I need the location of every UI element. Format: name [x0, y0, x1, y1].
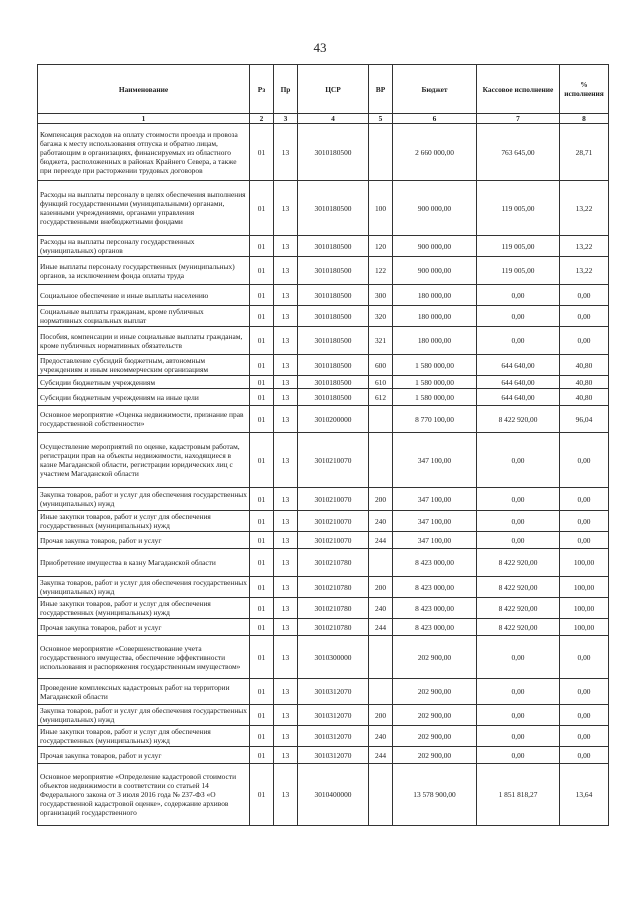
cell-vr: 300 — [369, 285, 393, 306]
cell-budget: 202 900,00 — [393, 747, 477, 764]
cell-rz: 01 — [250, 488, 274, 511]
cell-pct: 40,80 — [560, 389, 609, 406]
cell-name: Субсидии бюджетным учреждениям на иные цели — [38, 389, 250, 406]
cell-pct: 13,22 — [560, 257, 609, 285]
cell-name: Основное мероприятие «Определение кадастровой стоимости объектов недвижимости в соответствии со статьей 14 Федерального закона от 3 июля 2016 года № 237-ФЗ «О государственной кадастровой оценке», содержание архивов организаций государственного — [38, 764, 250, 826]
cell-csr: 3010180500 — [298, 257, 369, 285]
cell-csr: 3010180500 — [298, 124, 369, 181]
cell-name: Основное мероприятие «Совершенствование учета государственного имущества, обеспечение эффективности использования и распоряжения государственным имуществом» — [38, 636, 250, 679]
cell-vr: 200 — [369, 705, 393, 726]
cell-budget: 2 660 000,00 — [393, 124, 477, 181]
cell-name: Иные закупки товаров, работ и услуг для обеспечения государственных (муниципальных) нужд — [38, 511, 250, 532]
table-row — [38, 257, 609, 285]
cell-cash: 0,00 — [477, 433, 560, 488]
cell-rz: 01 — [250, 636, 274, 679]
cell-budget: 8 423 000,00 — [393, 619, 477, 636]
cell-vr: 244 — [369, 747, 393, 764]
column-number-row — [38, 114, 609, 124]
cell-csr: 3010180500 — [298, 355, 369, 376]
cell-budget: 347 100,00 — [393, 511, 477, 532]
cell-budget: 8 770 100,00 — [393, 406, 477, 433]
cell-csr: 3010180500 — [298, 306, 369, 327]
cell-rz: 01 — [250, 511, 274, 532]
cell-budget: 347 100,00 — [393, 532, 477, 549]
cell-rz: 01 — [250, 327, 274, 355]
cell-vr — [369, 679, 393, 705]
cell-csr: 3010180500 — [298, 389, 369, 406]
table-row — [38, 181, 609, 236]
cell-name: Прочая закупка товаров, работ и услуг — [38, 747, 250, 764]
cell-rz: 01 — [250, 306, 274, 327]
cell-rz: 01 — [250, 726, 274, 747]
table-row — [38, 619, 609, 636]
cell-name: Прочая закупка товаров, работ и услуг — [38, 532, 250, 549]
cell-pr: 13 — [274, 327, 298, 355]
cell-name: Основное мероприятие «Оценка недвижимости, признание прав государственной собственности» — [38, 406, 250, 433]
cell-vr: 200 — [369, 577, 393, 598]
cell-budget: 8 423 000,00 — [393, 549, 477, 577]
cell-csr: 3010210780 — [298, 619, 369, 636]
table-row — [38, 577, 609, 598]
cell-pr: 13 — [274, 679, 298, 705]
cell-rz: 01 — [250, 679, 274, 705]
cell-rz: 01 — [250, 433, 274, 488]
table-row — [38, 636, 609, 679]
table-row — [38, 389, 609, 406]
cell-name: Субсидии бюджетным учреждениям — [38, 376, 250, 389]
cell-pct: 96,04 — [560, 406, 609, 433]
cell-csr: 3010210780 — [298, 577, 369, 598]
cell-csr: 3010180500 — [298, 236, 369, 257]
cell-csr: 3010180500 — [298, 327, 369, 355]
cell-vr — [369, 433, 393, 488]
cell-budget: 180 000,00 — [393, 285, 477, 306]
cell-csr: 3010210780 — [298, 598, 369, 619]
cell-rz: 01 — [250, 747, 274, 764]
cell-rz: 01 — [250, 236, 274, 257]
cell-pr: 13 — [274, 511, 298, 532]
cell-rz: 01 — [250, 764, 274, 826]
table-row — [38, 355, 609, 376]
cell-cash: 8 422 920,00 — [477, 598, 560, 619]
cell-vr: 612 — [369, 389, 393, 406]
column-number: 1 — [38, 114, 250, 124]
header-cash: Кассовое исполнение — [477, 65, 560, 114]
table-row — [38, 236, 609, 257]
cell-budget: 347 100,00 — [393, 433, 477, 488]
cell-name: Осуществление мероприятий по оценке, кадастровым работам, регистрации прав на объекты недвижимости, находящиеся в казне Магаданской области, регистрации юридических лиц с участием Магаданской области — [38, 433, 250, 488]
cell-rz: 01 — [250, 532, 274, 549]
cell-pr: 13 — [274, 376, 298, 389]
cell-budget: 180 000,00 — [393, 306, 477, 327]
cell-cash: 119 005,00 — [477, 236, 560, 257]
cell-vr: 240 — [369, 511, 393, 532]
cell-pr: 13 — [274, 549, 298, 577]
cell-rz: 01 — [250, 285, 274, 306]
cell-pct: 13,64 — [560, 764, 609, 826]
cell-csr: 3010312070 — [298, 679, 369, 705]
cell-cash: 8 422 920,00 — [477, 577, 560, 598]
cell-pct: 0,00 — [560, 747, 609, 764]
cell-cash: 644 640,00 — [477, 355, 560, 376]
cell-cash: 0,00 — [477, 327, 560, 355]
cell-pct: 0,00 — [560, 285, 609, 306]
cell-pct: 0,00 — [560, 532, 609, 549]
column-number: 3 — [274, 114, 298, 124]
column-number: 5 — [369, 114, 393, 124]
cell-name: Приобретение имущества в казну Магаданской области — [38, 549, 250, 577]
cell-budget: 202 900,00 — [393, 636, 477, 679]
cell-budget: 347 100,00 — [393, 488, 477, 511]
cell-budget: 202 900,00 — [393, 726, 477, 747]
cell-name: Прочая закупка товаров, работ и услуг — [38, 619, 250, 636]
cell-cash: 0,00 — [477, 679, 560, 705]
cell-cash: 0,00 — [477, 636, 560, 679]
cell-budget: 1 580 000,00 — [393, 355, 477, 376]
cell-cash: 644 640,00 — [477, 389, 560, 406]
cell-rz: 01 — [250, 124, 274, 181]
cell-pct: 0,00 — [560, 679, 609, 705]
cell-cash: 1 851 818,27 — [477, 764, 560, 826]
cell-pct: 28,71 — [560, 124, 609, 181]
header-rz: Рз — [250, 65, 274, 114]
cell-pct: 0,00 — [560, 726, 609, 747]
cell-pr: 13 — [274, 124, 298, 181]
cell-pr: 13 — [274, 747, 298, 764]
cell-pr: 13 — [274, 355, 298, 376]
cell-pct: 0,00 — [560, 488, 609, 511]
cell-name: Проведение комплексных кадастровых работ на территории Магаданской области — [38, 679, 250, 705]
cell-vr — [369, 636, 393, 679]
cell-rz: 01 — [250, 376, 274, 389]
table-row — [38, 306, 609, 327]
cell-rz: 01 — [250, 577, 274, 598]
table-row — [38, 327, 609, 355]
cell-name: Расходы на выплаты персоналу государственных (муниципальных) органов — [38, 236, 250, 257]
cell-budget: 1 580 000,00 — [393, 376, 477, 389]
cell-pr: 13 — [274, 236, 298, 257]
cell-pr: 13 — [274, 726, 298, 747]
table-row — [38, 511, 609, 532]
table-row — [38, 433, 609, 488]
cell-name: Социальные выплаты гражданам, кроме публичных нормативных социальных выплат — [38, 306, 250, 327]
cell-cash: 0,00 — [477, 726, 560, 747]
cell-csr: 3010180500 — [298, 376, 369, 389]
cell-pct: 100,00 — [560, 549, 609, 577]
cell-pct: 0,00 — [560, 636, 609, 679]
cell-vr — [369, 406, 393, 433]
cell-vr: 320 — [369, 306, 393, 327]
cell-rz: 01 — [250, 705, 274, 726]
cell-budget: 1 580 000,00 — [393, 389, 477, 406]
column-number: 4 — [298, 114, 369, 124]
cell-csr: 3010210070 — [298, 433, 369, 488]
cell-cash: 0,00 — [477, 306, 560, 327]
cell-csr: 3010180500 — [298, 285, 369, 306]
cell-pr: 13 — [274, 764, 298, 826]
cell-vr: 122 — [369, 257, 393, 285]
cell-budget: 900 000,00 — [393, 257, 477, 285]
cell-vr: 100 — [369, 181, 393, 236]
cell-cash: 8 422 920,00 — [477, 619, 560, 636]
cell-cash: 0,00 — [477, 285, 560, 306]
table-row — [38, 764, 609, 826]
cell-vr: 240 — [369, 598, 393, 619]
table-row — [38, 124, 609, 181]
cell-rz: 01 — [250, 598, 274, 619]
table-row — [38, 705, 609, 726]
cell-vr: 120 — [369, 236, 393, 257]
cell-name: Пособия, компенсации и иные социальные выплаты гражданам, кроме публичных нормативных обязательств — [38, 327, 250, 355]
header-pct: % исполнения — [560, 65, 609, 114]
cell-pr: 13 — [274, 488, 298, 511]
cell-name: Расходы на выплаты персоналу в целях обеспечения выполнения функций государственными (муниципальными) органами, казенными учреждениями, органами управления государственными внебюджетными фондами — [38, 181, 250, 236]
cell-rz: 01 — [250, 355, 274, 376]
page-number: 43 — [313, 40, 327, 55]
cell-csr: 3010210780 — [298, 549, 369, 577]
cell-rz: 01 — [250, 181, 274, 236]
cell-rz: 01 — [250, 257, 274, 285]
budget-execution-table — [37, 64, 609, 826]
cell-pr: 13 — [274, 257, 298, 285]
cell-budget: 8 423 000,00 — [393, 577, 477, 598]
cell-pct: 0,00 — [560, 705, 609, 726]
cell-pct: 100,00 — [560, 598, 609, 619]
header-vr: ВР — [369, 65, 393, 114]
cell-vr: 244 — [369, 532, 393, 549]
cell-pct: 100,00 — [560, 619, 609, 636]
table-row — [38, 598, 609, 619]
cell-csr: 3010312070 — [298, 705, 369, 726]
table-row — [38, 549, 609, 577]
column-number: 2 — [250, 114, 274, 124]
cell-rz: 01 — [250, 389, 274, 406]
cell-name: Иные выплаты персоналу государственных (муниципальных) органов, за исключением фонда оплаты труда — [38, 257, 250, 285]
table-row — [38, 376, 609, 389]
table-body — [38, 124, 609, 826]
cell-vr: 240 — [369, 726, 393, 747]
table-row — [38, 726, 609, 747]
cell-pr: 13 — [274, 636, 298, 679]
table-row — [38, 406, 609, 433]
cell-csr: 3010210070 — [298, 511, 369, 532]
cell-rz: 01 — [250, 549, 274, 577]
cell-vr: 610 — [369, 376, 393, 389]
cell-pr: 13 — [274, 285, 298, 306]
header-pr: Пр — [274, 65, 298, 114]
cell-cash: 8 422 920,00 — [477, 549, 560, 577]
cell-budget: 900 000,00 — [393, 181, 477, 236]
header-budget: Бюджет — [393, 65, 477, 114]
cell-vr — [369, 124, 393, 181]
cell-csr: 3010312070 — [298, 726, 369, 747]
cell-csr: 3010312070 — [298, 747, 369, 764]
table-row — [38, 532, 609, 549]
cell-vr: 244 — [369, 619, 393, 636]
table-row — [38, 285, 609, 306]
cell-cash: 0,00 — [477, 747, 560, 764]
cell-name: Закупка товаров, работ и услуг для обеспечения государственных (муниципальных) нужд — [38, 488, 250, 511]
cell-csr: 3010400000 — [298, 764, 369, 826]
cell-budget: 8 423 000,00 — [393, 598, 477, 619]
cell-cash: 119 005,00 — [477, 257, 560, 285]
cell-budget: 202 900,00 — [393, 679, 477, 705]
cell-budget: 202 900,00 — [393, 705, 477, 726]
cell-csr: 3010210070 — [298, 532, 369, 549]
column-number: 6 — [393, 114, 477, 124]
cell-pr: 13 — [274, 433, 298, 488]
cell-csr: 3010200000 — [298, 406, 369, 433]
table-header-row — [38, 65, 609, 114]
cell-cash: 8 422 920,00 — [477, 406, 560, 433]
cell-csr: 3010180500 — [298, 181, 369, 236]
cell-pct: 0,00 — [560, 511, 609, 532]
cell-budget: 180 000,00 — [393, 327, 477, 355]
column-number: 7 — [477, 114, 560, 124]
cell-cash: 0,00 — [477, 705, 560, 726]
cell-name: Закупка товаров, работ и услуг для обеспечения государственных (муниципальных) нужд — [38, 577, 250, 598]
header-name: Наименование — [38, 65, 250, 114]
cell-cash: 644 640,00 — [477, 376, 560, 389]
header-csr: ЦСР — [298, 65, 369, 114]
cell-csr: 3010300000 — [298, 636, 369, 679]
cell-pr: 13 — [274, 705, 298, 726]
cell-cash: 763 645,00 — [477, 124, 560, 181]
cell-pr: 13 — [274, 181, 298, 236]
cell-pr: 13 — [274, 598, 298, 619]
cell-budget: 13 578 900,00 — [393, 764, 477, 826]
cell-pct: 40,80 — [560, 376, 609, 389]
cell-budget: 900 000,00 — [393, 236, 477, 257]
cell-pct: 13,22 — [560, 181, 609, 236]
cell-rz: 01 — [250, 406, 274, 433]
cell-pct: 0,00 — [560, 306, 609, 327]
cell-pr: 13 — [274, 406, 298, 433]
cell-pct: 40,80 — [560, 355, 609, 376]
cell-pct: 0,00 — [560, 327, 609, 355]
cell-name: Закупка товаров, работ и услуг для обеспечения государственных (муниципальных) нужд — [38, 705, 250, 726]
table-row — [38, 747, 609, 764]
cell-vr — [369, 549, 393, 577]
cell-pr: 13 — [274, 306, 298, 327]
cell-name: Иные закупки товаров, работ и услуг для обеспечения государственных (муниципальных) нужд — [38, 598, 250, 619]
cell-pct: 0,00 — [560, 433, 609, 488]
cell-pr: 13 — [274, 619, 298, 636]
cell-pr: 13 — [274, 532, 298, 549]
cell-vr: 600 — [369, 355, 393, 376]
column-number: 8 — [560, 114, 609, 124]
cell-cash: 0,00 — [477, 488, 560, 511]
table-row — [38, 679, 609, 705]
cell-pr: 13 — [274, 389, 298, 406]
cell-rz: 01 — [250, 619, 274, 636]
cell-name: Иные закупки товаров, работ и услуг для обеспечения государственных (муниципальных) нужд — [38, 726, 250, 747]
cell-pr: 13 — [274, 577, 298, 598]
cell-name: Компенсация расходов на оплату стоимости проезда и провоза багажа к месту использования отпуска и обратно лицам, работающим в организациях, финансируемых из областного бюджета, расположенных в районах Крайнего Севера, а также при переезде при расторжении трудовых договоров — [38, 124, 250, 181]
cell-pct: 13,22 — [560, 236, 609, 257]
cell-name: Социальное обеспечение и иные выплаты населению — [38, 285, 250, 306]
cell-cash: 0,00 — [477, 532, 560, 549]
cell-pct: 100,00 — [560, 577, 609, 598]
cell-cash: 0,00 — [477, 511, 560, 532]
cell-cash: 119 005,00 — [477, 181, 560, 236]
cell-vr — [369, 764, 393, 826]
cell-csr: 3010210070 — [298, 488, 369, 511]
cell-vr: 200 — [369, 488, 393, 511]
table-row — [38, 488, 609, 511]
cell-name: Предоставление субсидий бюджетным, автономным учреждениям и иным некоммерческим организациям — [38, 355, 250, 376]
cell-vr: 321 — [369, 327, 393, 355]
